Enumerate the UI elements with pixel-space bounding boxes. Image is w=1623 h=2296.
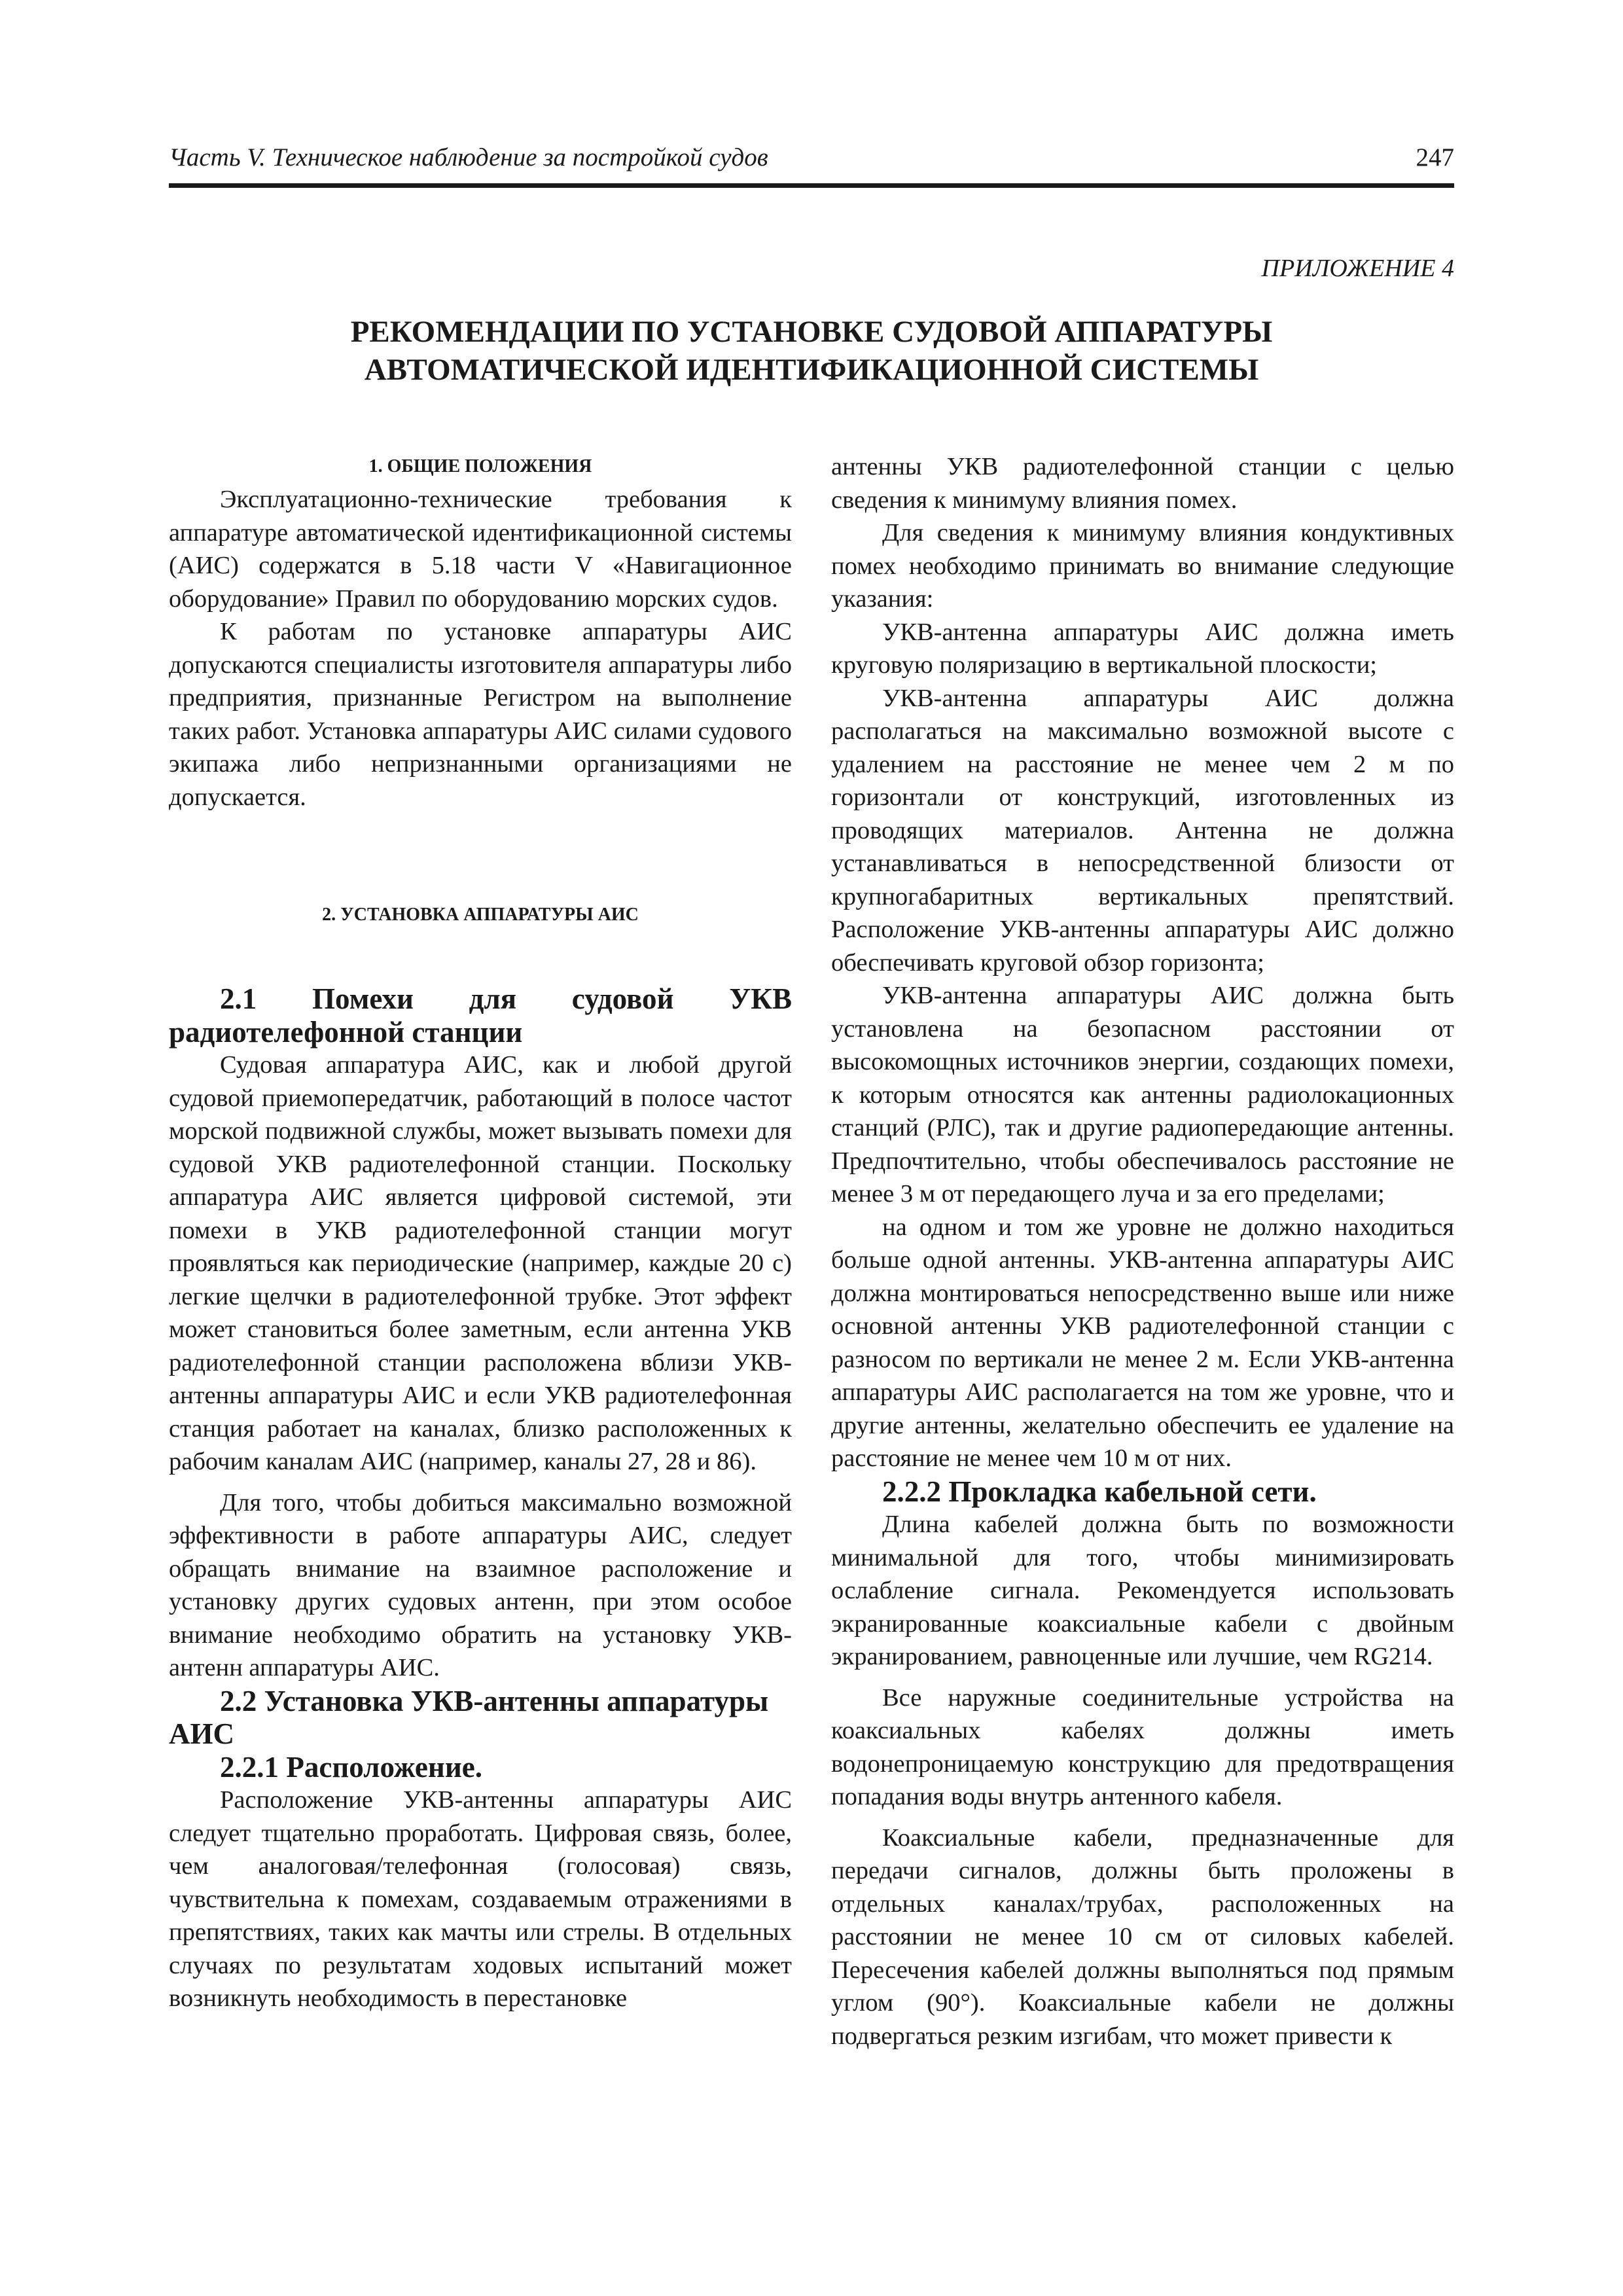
section-1-paragraph-1: Эксплуатационно-технические требования к аппаратуре автоматической идентификационной системы (АИС) содержатся в 5.18 части V «Навигационное оборудование» Правил по оборудованию морских судов.: [169, 486, 792, 613]
left-column: [169, 450, 792, 2015]
subsection-2-1-paragraph-2: Для того, чтобы добиться максимально возможной эффективности в работе аппаратуры АИС, следует обращать внимание на взаимное расположение и установку других судовых антенн, при этом особое внимание необходимо обратить на установку УКВ-антенн аппаратуры АИС.: [169, 1488, 792, 1681]
subsection-2-1-paragraph-1: Судовая аппаратура АИС, как и любой другой судовой приемопередатчик, работающий в полосе частот морской подвижной службы, может вызывать помехи для судовой УКВ радиотелефонной станции. Поскольку аппаратура АИС является цифровой системой, эти помехи в УКВ радиотелефонной станции могут проявляться как периодические (например, каждые 20 с) легкие щелчки в радиотелефонной трубке. Этот эффект может становиться более заметным, если антенна УКВ радиотелефонной станции расположена вблизи УКВ-антенны аппаратуры АИС и если УКВ радиотелефонная станция работает на каналах, близко расположенных к рабочим каналам АИС (например, каналы 27, 28 и 86).: [169, 1051, 792, 1475]
subsection-2-1-heading: 2.1 Помехи для судовой УКВ радиотелефонной станции: [169, 982, 792, 1049]
right-column: [831, 450, 1454, 2053]
section-1-heading: 1. ОБЩИЕ ПОЛОЖЕНИЯ: [368, 456, 592, 476]
cable-paragraph-2: Все наружные соединительные устройства на коаксиальных кабелях должны иметь водонепроницаемую конструкцию для предотвращения попадания воды внутрь антенного кабеля.: [831, 1683, 1454, 1810]
requirement-item-4: на одном и том же уровне не должно находиться больше одной антенны. УКВ-антенна аппаратуры АИС должна монтироваться непосредственно выше или ниже основной антенны УКВ радиотелефонной станции с разносом по вертикали не менее 2 м. Если УКВ-антенна аппаратуры АИС располагается на том же уровне, что и другие антенны, желательно обеспечить ее удаление на расстояние не менее чем 10 м от них.: [831, 1213, 1454, 1472]
subsection-2-2-2-heading: 2.2.2 Прокладка кабельной сети.: [882, 1475, 1317, 1508]
conducted-interference-intro: Для сведения к минимуму влияния кондуктивных помех необходимо принимать во внимание следующие указания:: [831, 519, 1454, 613]
requirement-item-1: УКВ-антенна аппаратуры АИС должна иметь круговую поляризацию в вертикальной плоскости;: [831, 618, 1454, 679]
requirement-item-2: УКВ-антенна аппаратуры АИС должна располагаться на максимально возможной высоте с удалением на расстояние не менее чем 2 м по горизонтали от конструкций, изготовленных из проводящих материалов. Антенна не должна устанавливаться в непосредственной близости от крупногабаритных вертикальных препятствий. Расположение УКВ-антенны аппаратуры АИС должно обеспечивать круговой обзор горизонта;: [831, 684, 1454, 977]
running-header-title: Часть V. Техническое наблюдение за постройкой судов: [169, 143, 768, 171]
cable-paragraph-1: Длина кабелей должна быть по возможности минимальной для того, чтобы минимизировать ослабление сигнала. Рекомендуется использовать экранированные коаксиальные кабели с двойным экранированием, равноценные или лучшие, чем RG214.: [831, 1511, 1454, 1670]
section-1-paragraph-2: К работам по установке аппаратуры АИС допускаются специалисты изготовителя аппаратуры либо предприятия, признанные Регистром на выполнение таких работ. Установка аппаратуры АИС силами судового экипажа либо непризнанными организациями не допускается.: [169, 618, 792, 811]
page-number: 247: [1416, 143, 1454, 171]
cable-paragraph-3: Коаксиальные кабели, предназначенные для передачи сигналов, должны быть проложены в отдельных каналах/трубах, расположенных на расстоянии не менее 10 см от силовых кабелей. Пересечения кабелей должны выполняться под прямым углом (90°). Коаксиальные кабели не должны подвергаться резким изгибам, что может привести к: [831, 1823, 1454, 2050]
section-2-heading: 2. УСТАНОВКА АППАРАТУРЫ АИС: [322, 905, 639, 925]
requirement-item-3: УКВ-антенна аппаратуры АИС должна быть установлена на безопасном расстоянии от высокомощных источников энергии, создающих помехи, к которым относятся как антенны радиолокационных станций (РЛС), так и другие радиопередающие антенны. Предпочтительно, чтобы обеспечивалось расстояние не менее 3 м от передающего луча и за его пределами;: [831, 982, 1454, 1208]
running-header: [169, 143, 1454, 188]
document-title: [169, 313, 1454, 389]
document-title-line-2: АВТОМАТИЧЕСКОЙ ИДЕНТИФИКАЦИОННОЙ СИСТЕМЫ: [364, 353, 1259, 387]
subsection-2-2-heading: 2.2 Установка УКВ-антенны аппаратуры АИС: [169, 1684, 769, 1750]
subsection-2-2-1-paragraph: Расположение УКВ-антенны аппаратуры АИС следует тщательно проработать. Цифровая связь, более, чем аналоговая/телефонная (голосовая) связь, чувствительна к помехам, создаваемым отражениями в препятствиях, таких как мачты или стрелы. В отдельных случаях по результатам ходовых испытаний может возникнуть необходимость в перестановке: [169, 1786, 792, 2012]
appendix-label: ПРИЛОЖЕНИЕ 4: [1261, 255, 1454, 282]
continued-paragraph: антенны УКВ радиотелефонной станции с целью сведения к минимуму влияния помех.: [831, 453, 1454, 514]
document-title-line-1: РЕКОМЕНДАЦИИ ПО УСТАНОВКЕ СУДОВОЙ АППАРАТУРЫ: [350, 315, 1273, 349]
subsection-2-2-1-heading: 2.2.1 Расположение.: [220, 1750, 483, 1784]
